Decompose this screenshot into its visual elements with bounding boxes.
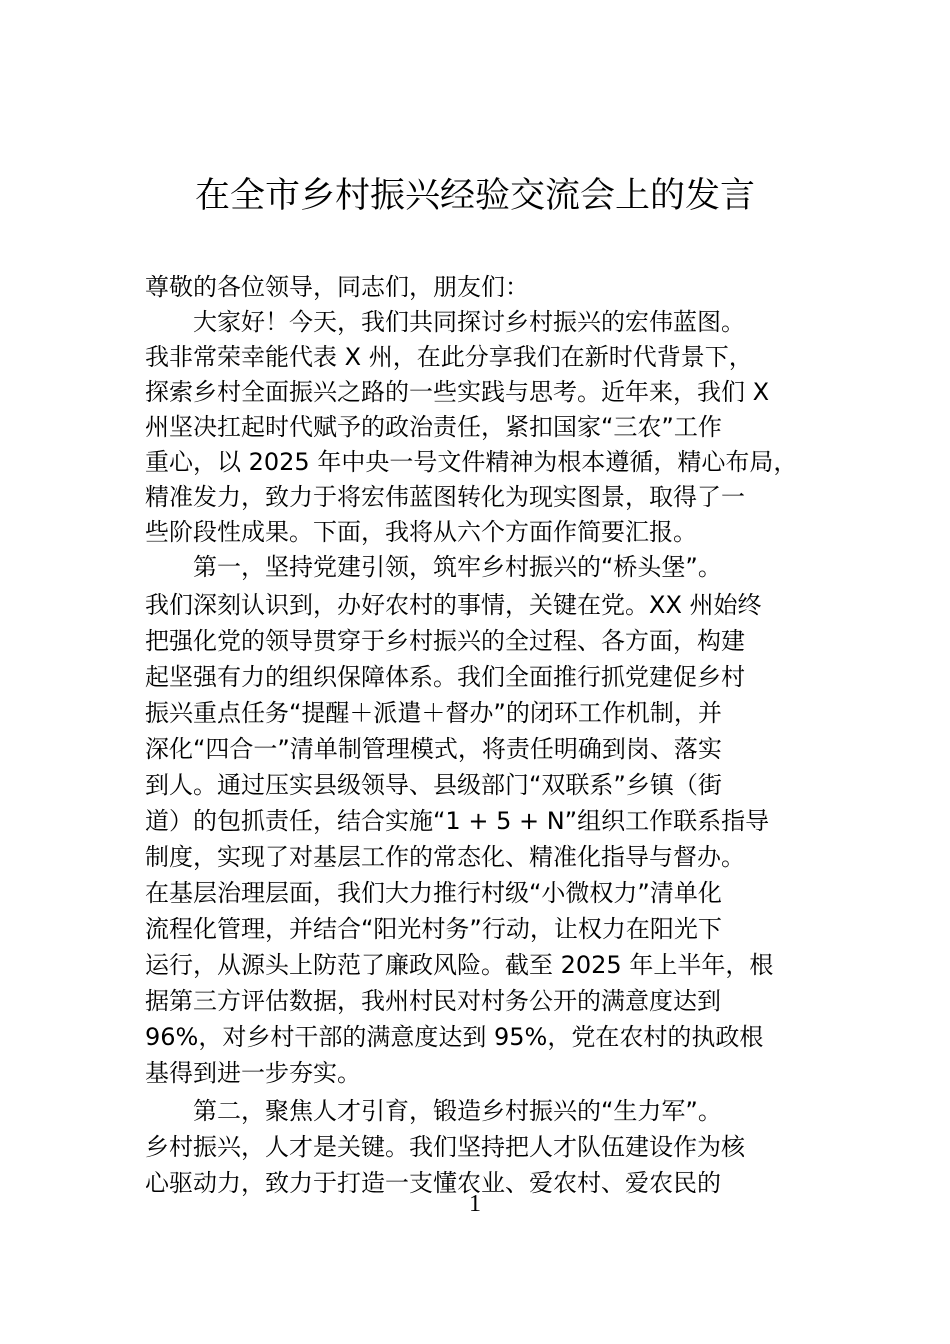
paragraph-line: 我们深刻认识到，办好农村的事情，关键在党。XX 州始终 [145,591,762,619]
document-title: 在全市乡村振兴经验交流会上的发言 [194,176,755,216]
paragraph-first-line: 第一，坚持党建引领，筑牢乡村振兴的“桥头堡”。 [193,553,722,581]
paragraph-line: 制度，实现了对基层工作的常态化、精准化指导与督办。 [145,843,745,871]
paragraph-line: 州坚决扛起时代赋予的政治责任，紧扣国家“三农”工作 [145,413,722,441]
paragraph-line: 96%，对乡村干部的满意度达到 95%，党在农村的执政根 [145,1023,764,1051]
paragraph-line: 我非常荣幸能代表 X 州，在此分享我们在新时代背景下， [145,343,753,371]
paragraph-first-line: 第二，聚焦人才引育，锻造乡村振兴的“生力军”。 [193,1097,722,1125]
paragraph-line: 把强化党的领导贯穿于乡村振兴的全过程、各方面，构建 [145,627,745,655]
paragraph-line: 运行，从源头上防范了廉政风险。截至 2025 年上半年，根 [145,951,774,979]
paragraph-line: 乡村振兴，人才是关键。我们坚持把人才队伍建设作为核 [145,1133,745,1161]
paragraph-line: 基得到进一步夯实。 [145,1059,361,1087]
paragraph-line: 道）的包抓责任，结合实施“1 + 5 + N”组织工作联系指导 [145,807,770,835]
paragraph-line: 尊敬的各位领导，同志们，朋友们： [145,273,529,301]
paragraph-line: 探索乡村全面振兴之路的一些实践与思考。近年来，我们 X [145,378,770,406]
paragraph-line: 起坚强有力的组织保障体系。我们全面推行抓党建促乡村 [145,663,745,691]
paragraph-line: 在基层治理层面，我们大力推行村级“小微权力”清单化 [145,879,722,907]
paragraph-line: 振兴重点任务“提醒＋派遣＋督办”的闭环工作机制，并 [145,699,722,727]
paragraph-line: 到人。通过压实县级领导、县级部门“双联系”乡镇（街 [145,771,722,799]
paragraph-line: 深化“四合一”清单制管理模式，将责任明确到岗、落实 [145,735,722,763]
paragraph-line: 流程化管理，并结合“阳光村务”行动，让权力在阳光下 [145,915,722,943]
paragraph-first-line: 大家好！今天，我们共同探讨乡村振兴的宏伟蓝图。 [193,308,745,336]
paragraph-line: 心驱动力，致力于打造一支懂农业、爱农村、爱农民的 [145,1169,721,1197]
paragraph-line: 重心，以 2025 年中央一号文件精神为根本遵循，精心布局， [145,448,798,476]
paragraph-line: 据第三方评估数据，我州村民对村务公开的满意度达到 [145,987,721,1015]
page-number: 1 [469,1191,481,1217]
paragraph-line: 精准发力，致力于将宏伟蓝图转化为现实图景，取得了一 [145,483,745,511]
paragraph-line: 些阶段性成果。下面，我将从六个方面作简要汇报。 [145,518,697,546]
